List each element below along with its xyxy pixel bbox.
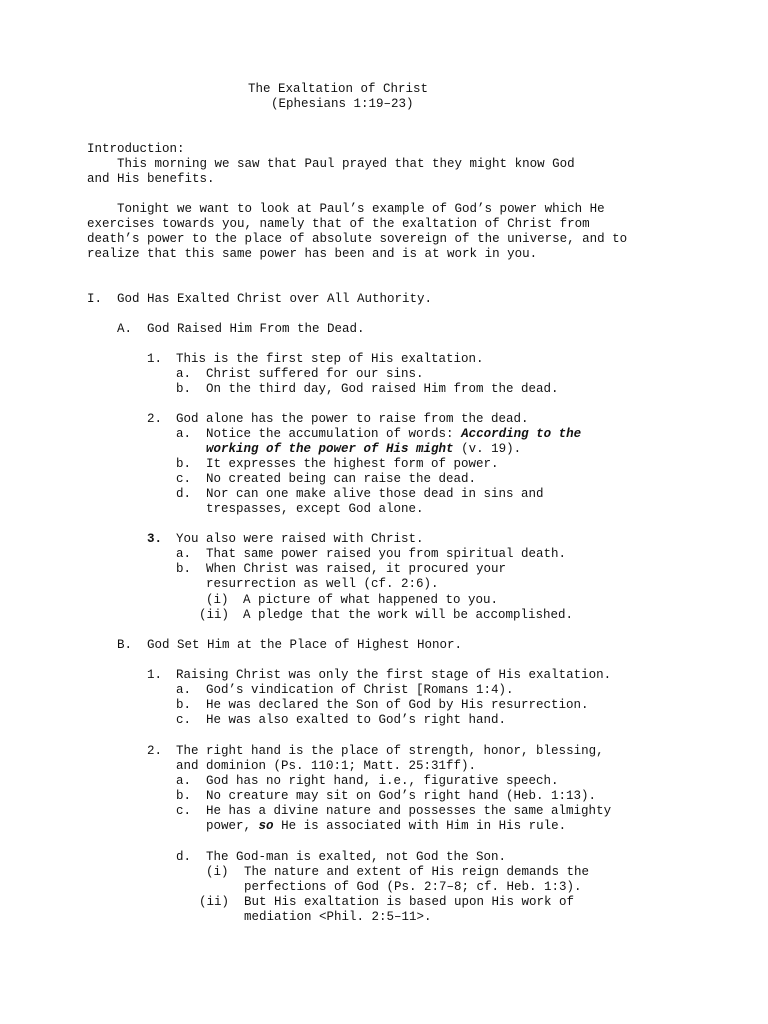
point-label: 1.: [147, 668, 163, 682]
emphasis: so: [258, 819, 274, 833]
point-text: The right hand is the place of strength, honor, blessing,: [176, 744, 604, 758]
subpoint-label: a.: [176, 774, 192, 788]
subpoint-text: God’s vindication of Christ [Romans 1:4).: [206, 683, 514, 697]
subpoint-label: c.: [176, 804, 192, 818]
subpoint-text-continued: resurrection as well (cf. 2:6).: [206, 577, 439, 591]
roman-text: The nature and extent of His reign demands the: [244, 865, 590, 879]
subpoint-text: He was also exalted to God’s right hand.: [206, 713, 507, 727]
point-label: 2.: [147, 744, 163, 758]
intro-paragraph-line: Tonight we want to look at Paul’s example of God’s power which He: [117, 202, 605, 216]
roman-label: (i): [206, 865, 229, 879]
verse-reference: (v. 19).: [461, 442, 522, 456]
subpoint-text: The God-man is exalted, not God the Son.: [206, 850, 507, 864]
subsection-heading: God Raised Him From the Dead.: [147, 322, 365, 336]
subpoint-label: a.: [176, 683, 192, 697]
intro-paragraph-line: and His benefits.: [87, 172, 215, 186]
subpoint-text-plain: He is associated with Him in His rule.: [281, 819, 567, 833]
subpoint-text: No created being can raise the dead.: [206, 472, 477, 486]
subpoint-text: [206, 427, 581, 442]
point-text: Raising Christ was only the first stage of His exaltation.: [176, 668, 612, 682]
scripture-quote: According to the: [461, 427, 582, 441]
subpoint-text: No creature may sit on God’s right hand (Heb. 1:13).: [206, 789, 597, 803]
point-text: God alone has the power to raise from the dead.: [176, 412, 529, 426]
subpoint-label: b.: [176, 457, 192, 471]
subpoint-label: b.: [176, 698, 192, 712]
subpoint-label: d.: [176, 487, 192, 501]
roman-text-continued: mediation <Phil. 2:5–11>.: [244, 910, 432, 924]
point-label: 1.: [147, 352, 163, 366]
subpoint-label: b.: [176, 382, 192, 396]
subpoint-label: d.: [176, 850, 192, 864]
intro-paragraph-line: realize that this same power has been and is at work in you.: [87, 247, 538, 261]
subpoint-text: Christ suffered for our sins.: [206, 367, 424, 381]
subpoint-text-plain: power,: [206, 819, 252, 833]
subpoint-label: a.: [176, 427, 192, 441]
subpoint-text-plain: Notice the accumulation of words:: [206, 427, 454, 441]
subpoint-text-continued: trespasses, except God alone.: [206, 502, 424, 516]
roman-label: (ii): [199, 895, 230, 909]
roman-label: (i): [206, 593, 229, 607]
subpoint-label: c.: [176, 713, 192, 727]
point-label: 2.: [147, 412, 163, 426]
intro-heading: Introduction:: [87, 142, 185, 156]
subpoint-label: a.: [176, 547, 192, 561]
subsection-heading: God Set Him at the Place of Highest Honor.: [147, 638, 463, 652]
subpoint-label: b.: [176, 789, 192, 803]
intro-paragraph-line: exercises towards you, namely that of the exaltation of Christ from: [87, 217, 590, 231]
point-label: 3.: [147, 532, 163, 546]
intro-paragraph-line: death’s power to the place of absolute sovereign of the universe, and to: [87, 232, 628, 246]
roman-label: (ii): [199, 608, 230, 622]
roman-text-continued: perfections of God (Ps. 2:7–8; cf. Heb. 1:3).: [244, 880, 582, 894]
document-title: The Exaltation of Christ: [248, 82, 429, 96]
subpoint-text: On the third day, God raised Him from the dead.: [206, 382, 559, 396]
roman-text: A picture of what happened to you.: [243, 593, 499, 607]
point-text-continued: and dominion (Ps. 110:1; Matt. 25:31ff).: [176, 759, 477, 773]
subpoint-text-continued: [206, 819, 566, 834]
section-heading: God Has Exalted Christ over All Authority.: [117, 292, 433, 306]
subpoint-text: God has no right hand, i.e., figurative speech.: [206, 774, 559, 788]
subpoint-text: He has a divine nature and possesses the same almighty: [206, 804, 612, 818]
scripture-reference: (Ephesians 1:19–23): [271, 97, 414, 111]
subpoint-label: b.: [176, 562, 192, 576]
section-label: I.: [87, 292, 103, 306]
subpoint-text-continued: [206, 442, 521, 457]
roman-text: But His exaltation is based upon His work of: [244, 895, 575, 909]
subpoint-text: He was declared the Son of God by His resurrection.: [206, 698, 589, 712]
point-text: This is the first step of His exaltation.: [176, 352, 484, 366]
subpoint-label: c.: [176, 472, 192, 486]
subpoint-label: a.: [176, 367, 192, 381]
subsection-label: A.: [117, 322, 133, 336]
intro-paragraph-line: This morning we saw that Paul prayed that they might know God: [117, 157, 575, 171]
scripture-quote: working of the power of His might: [206, 442, 454, 456]
subsection-label: B.: [117, 638, 133, 652]
subpoint-text: Nor can one make alive those dead in sins and: [206, 487, 544, 501]
point-text: You also were raised with Christ.: [176, 532, 424, 546]
roman-text: A pledge that the work will be accomplished.: [243, 608, 574, 622]
subpoint-text: That same power raised you from spiritual death.: [206, 547, 567, 561]
subpoint-text: When Christ was raised, it procured your: [206, 562, 507, 576]
subpoint-text: It expresses the highest form of power.: [206, 457, 499, 471]
